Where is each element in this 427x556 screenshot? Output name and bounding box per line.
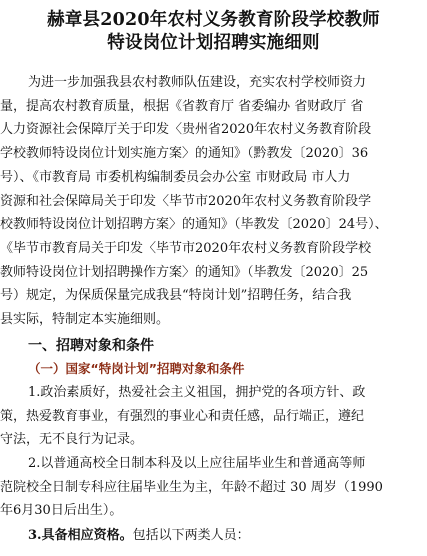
subsection-heading-national-plan: （一）国家“特岗计划”招聘对象和条件 bbox=[28, 361, 245, 376]
intro-line: 教师特设岗位计划招聘操作方案〉的通知》（毕教发〔2020〕25 bbox=[0, 264, 369, 280]
intro-line: 号）规定，为保质保量完成我县“特岗计划”招聘任务，结合我 bbox=[0, 288, 352, 304]
item-2-line: 年6月30日后出生）。 bbox=[0, 503, 123, 519]
item-2-line: 范院校全日制专科应往届毕业生为主，年龄不超过 30 周岁（1990 bbox=[0, 479, 383, 495]
document-title bbox=[0, 9, 427, 55]
item-3-text: 包括以下两类人员： bbox=[132, 528, 250, 543]
intro-line: 为进一步加强我县农村教师队伍建设，充实农村学校师资力 bbox=[28, 75, 367, 90]
item-1-line: 策，热爱教育事业，有强烈的事业心和责任感，品行端正，遵纪 bbox=[0, 408, 365, 424]
item-3-paragraph bbox=[0, 524, 427, 548]
item-1-line: 守法，无不良行为记录。 bbox=[0, 432, 144, 448]
intro-line: 学校教师特设岗位计划实施方案〉的通知》（黔教发〔2020〕36 bbox=[0, 146, 369, 162]
title-line-2: 特设岗位计划招聘实施细则 bbox=[107, 33, 320, 53]
intro-line: 量，提高农村教育质量，根据《省教育厅 省委编办 省财政厅 省 bbox=[0, 98, 364, 114]
item-1-paragraph bbox=[0, 381, 427, 452]
item-3-label: 3.具备相应资格。 bbox=[28, 528, 133, 543]
intro-line: 号）、《市教育局 市委机构编制委员会办公室 市财政局 市人力 bbox=[0, 169, 351, 185]
intro-line: 校教师特设岗位计划招聘方案〉的通知》（毕教发〔2020〕24号）、 bbox=[0, 217, 388, 233]
intro-line: 人力资源社会保障厅关于印发〈贵州省2020年农村义务教育阶段 bbox=[0, 122, 372, 138]
intro-line: 《毕节市教育局关于印发〈毕节市2020年农村义务教育阶段学校 bbox=[0, 240, 372, 256]
item-2-paragraph bbox=[0, 452, 427, 523]
intro-line: 资源和社会保障局关于印发〈毕节市2020年农村义务教育阶段学 bbox=[0, 193, 372, 209]
section-heading-recruitment: 一、招聘对象和条件 bbox=[28, 338, 154, 354]
item-1-line: 1.政治素质好，热爱社会主义祖国，拥护党的各项方针、政 bbox=[28, 385, 366, 400]
title-line-1: 赫章县2020年农村义务教育阶段学校教师 bbox=[47, 10, 380, 30]
intro-paragraph bbox=[0, 71, 427, 332]
item-3-line bbox=[0, 524, 427, 548]
intro-line: 县实际，特制定本实施细则。 bbox=[0, 312, 170, 328]
item-2-line: 2.以普通高校全日制本科及以上应往届毕业生和普通高等师 bbox=[28, 456, 366, 471]
